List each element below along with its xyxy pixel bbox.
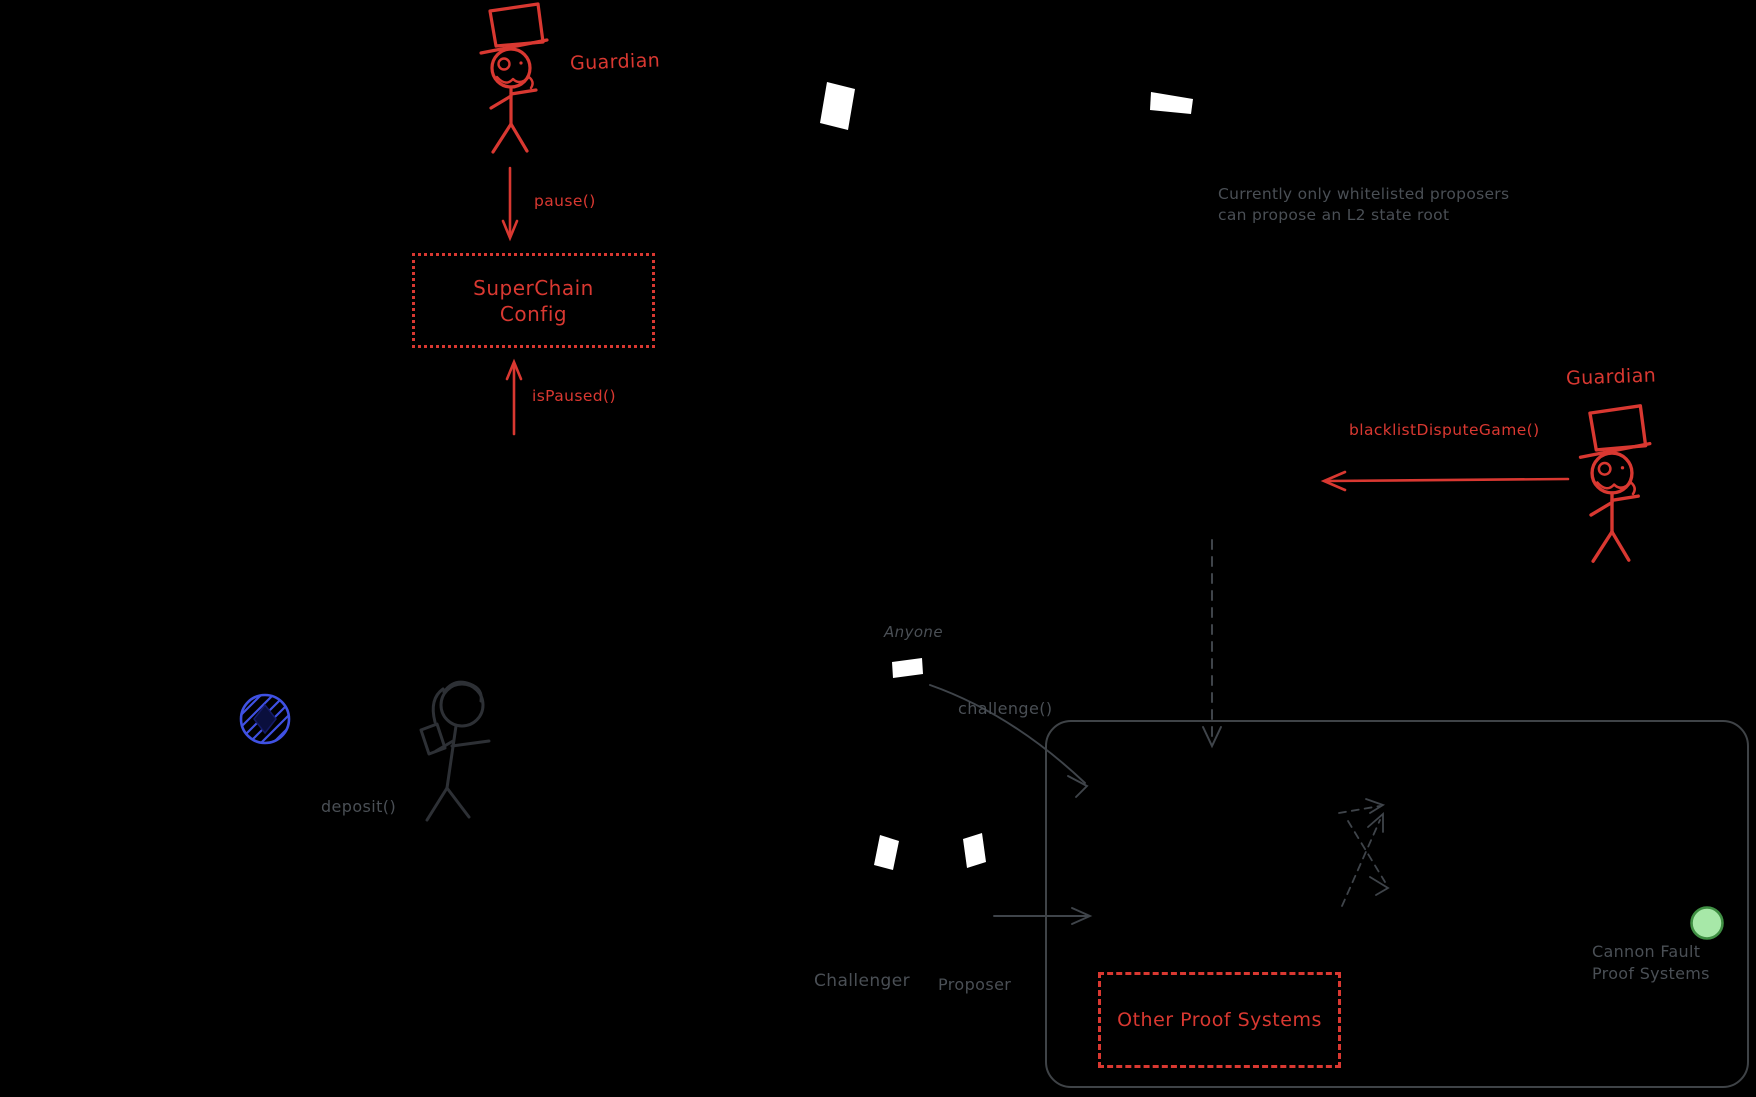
flag-icon-challenger	[874, 835, 899, 870]
whitelist-note	[1218, 184, 1509, 225]
ispaused-arrow	[507, 362, 521, 434]
flag-icon-proposer-top	[820, 82, 855, 130]
anyone-label: Anyone	[884, 623, 943, 641]
cannon-label	[1592, 941, 1710, 984]
blacklist-arrow	[1324, 472, 1568, 490]
deposit-label: deposit()	[321, 797, 397, 816]
challenger-label: Challenger	[814, 971, 910, 991]
superchain-config-line2: Config	[499, 301, 568, 326]
superchain-config-line1: SuperChain	[473, 275, 594, 300]
other-proof-systems-box	[1098, 972, 1341, 1068]
blacklist-label: blacklistDisputeGame()	[1349, 421, 1540, 439]
create-dashed-arrow	[1203, 540, 1221, 746]
guardian-top-label: Guardian	[569, 49, 661, 75]
pause-label: pause()	[534, 192, 596, 210]
cannon-label-line2: Proof Systems	[1592, 963, 1710, 983]
cannon-label-line1: Cannon Fault	[1592, 942, 1701, 961]
flag-icon-anyone	[892, 658, 923, 678]
guardian-right-label: Guardian	[1565, 364, 1657, 390]
guardian-top-icon	[481, 4, 547, 152]
guardian-right-icon	[1581, 406, 1650, 561]
flag-icon-proposer	[963, 833, 986, 868]
ispaused-label: isPaused()	[532, 387, 616, 405]
pause-arrow	[503, 168, 517, 238]
proposer-label: Proposer	[938, 975, 1012, 994]
other-proof-systems-label: Other Proof Systems	[1117, 1009, 1322, 1031]
eth-icon	[209, 660, 314, 765]
superchain-config-box	[412, 253, 655, 348]
user-icon	[421, 682, 489, 820]
whitelist-note-line1: Currently only whitelisted proposers	[1218, 185, 1510, 203]
challenge-label: challenge()	[958, 699, 1053, 718]
whitelist-note-line2: can propose an L2 state root	[1218, 205, 1450, 224]
flag-icon-whitelist	[1150, 92, 1193, 114]
